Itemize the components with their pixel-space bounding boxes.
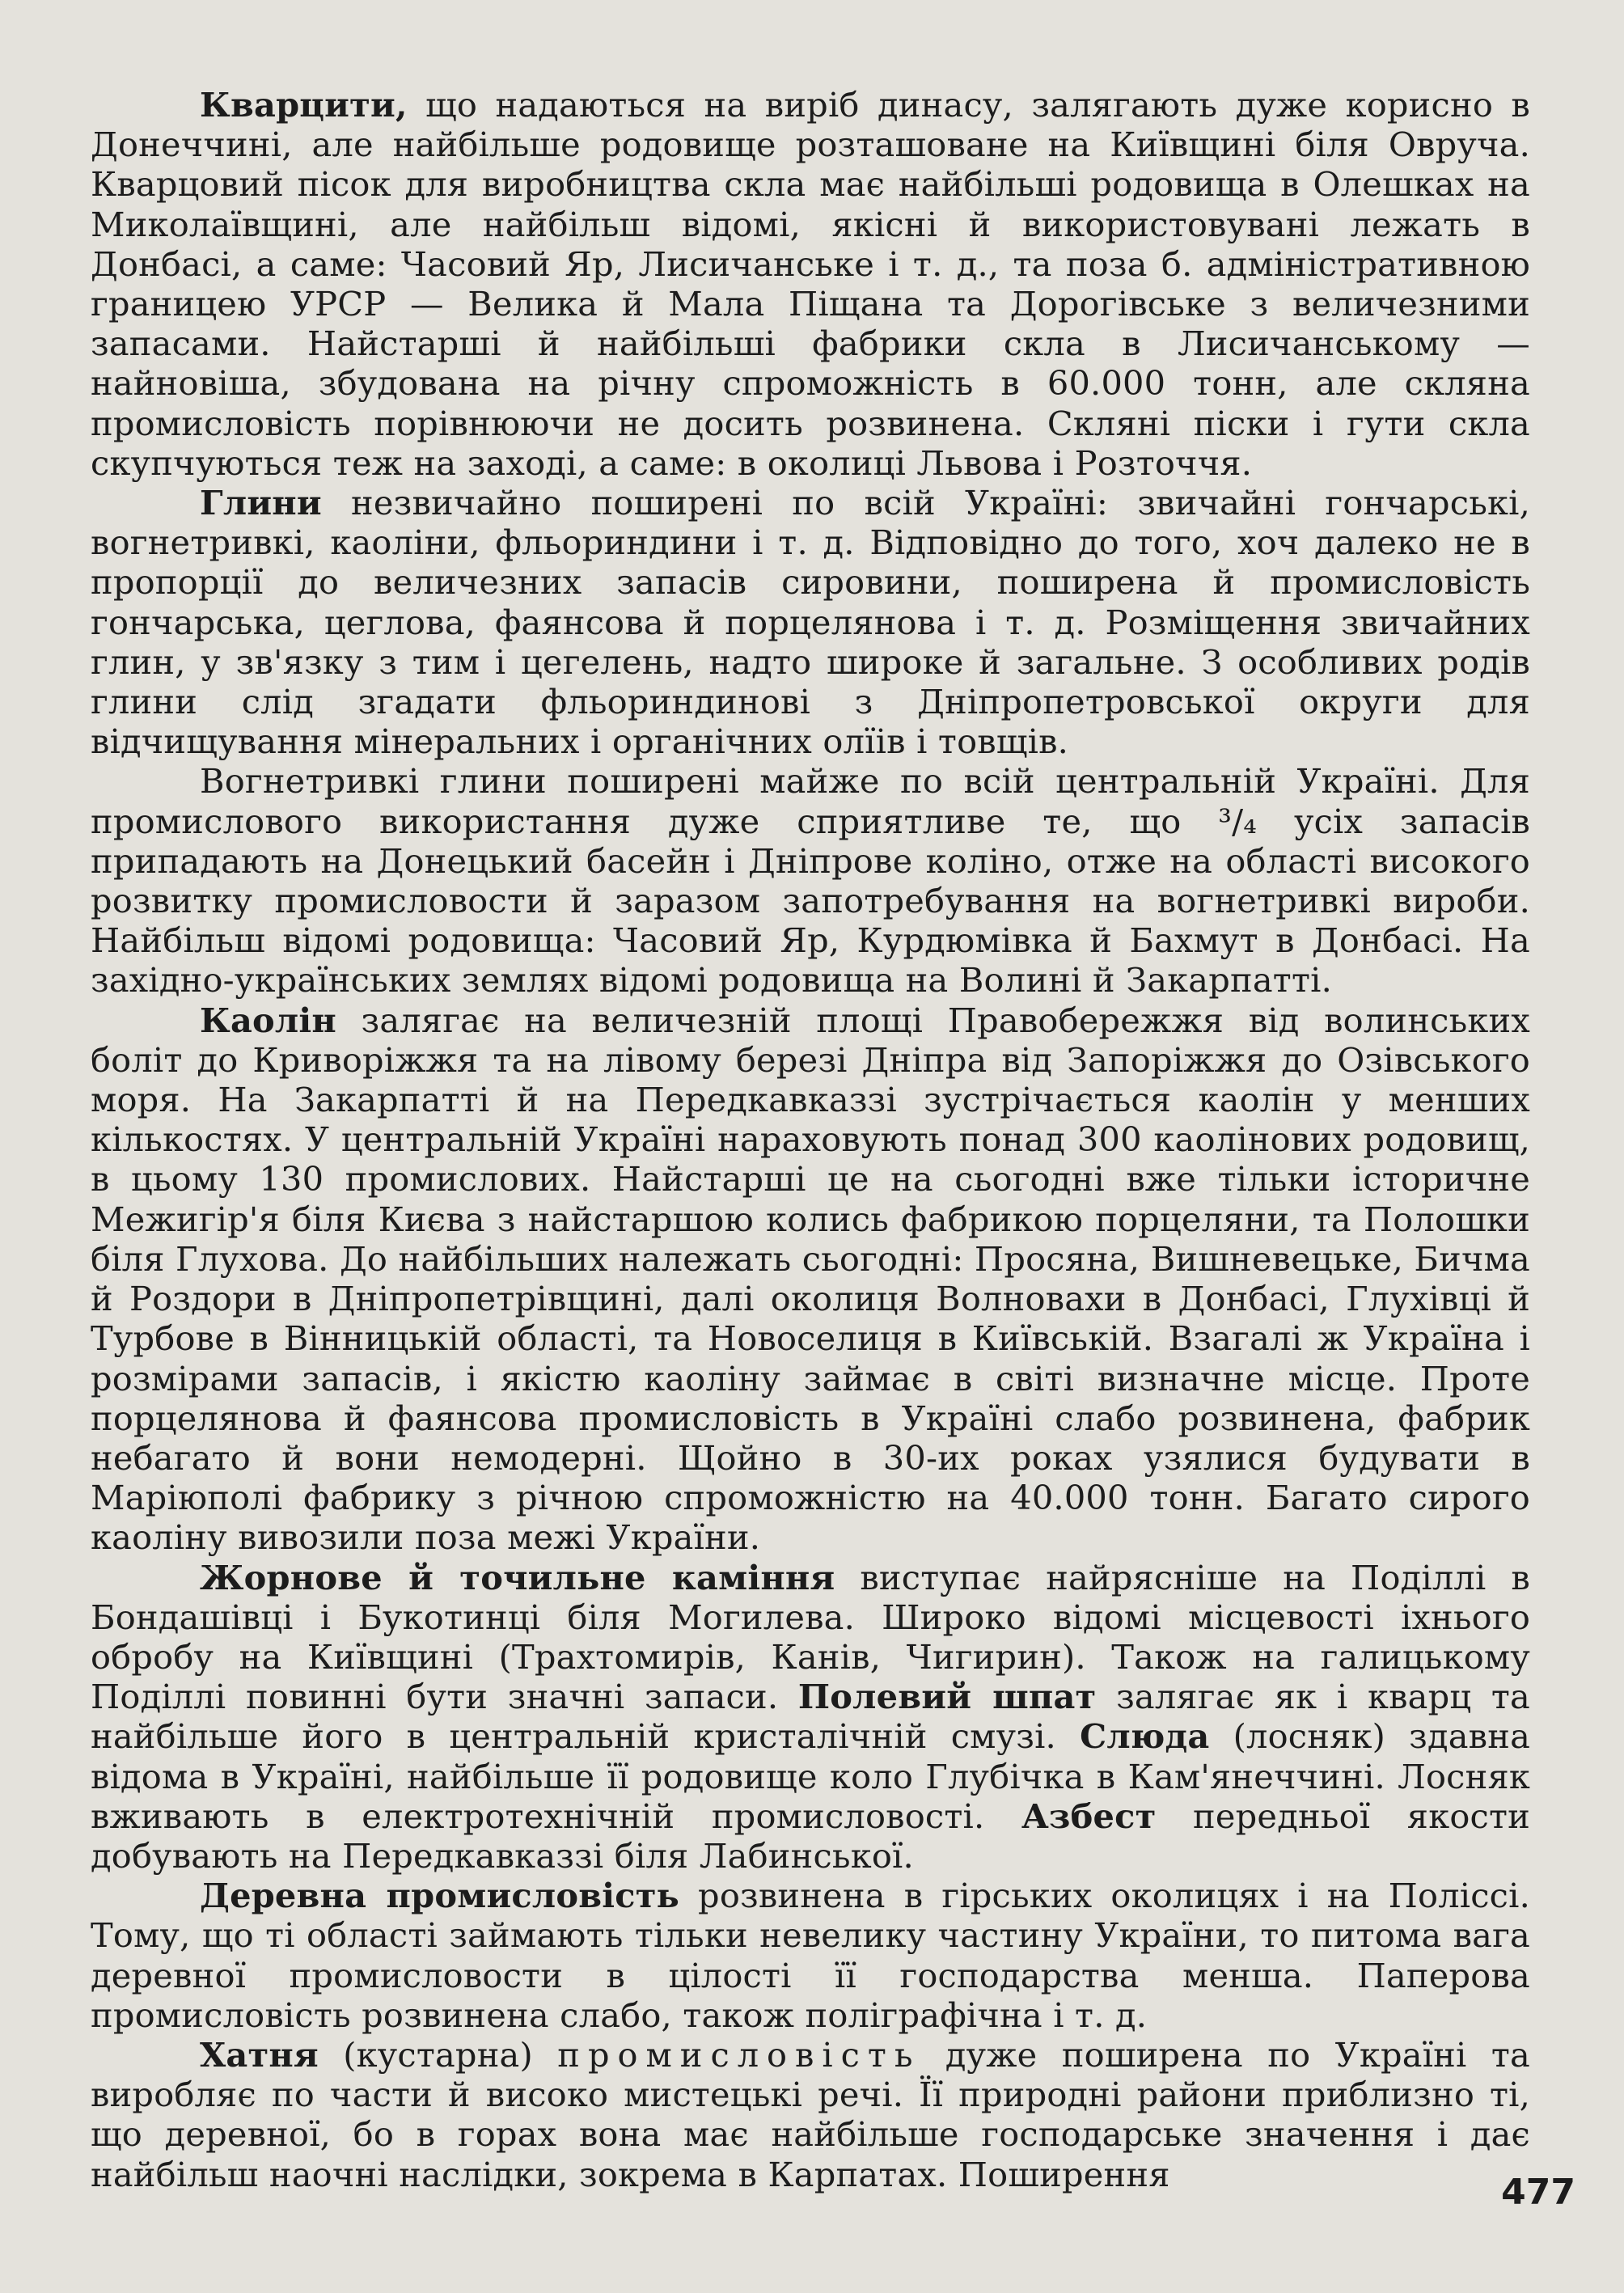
paragraph-cottage-industry: [91, 2035, 1530, 2194]
term-wood-industry: Деревна промисловість: [200, 1876, 679, 1916]
paragraph-quartzites: [91, 85, 1530, 483]
paragraph-text: залягає на величезній площі Правобережжя від волинських боліт до Криворіжжя та на лівому березі Дніпра від Запоріжжя до Озівського моря. На Закарпатті й на Передкавказзі зустрічається каолін у менших кількостях. У центральній Україні нараховують понад 300 каолінових родовищ, в цьому 130 промислових. Найстарші це на сьогодні вже тільки історичне Межигір'я біля Києва з найстаршою колись фабрикою порцеляни, та Полошки біля Глухова. До найбільших належать сьогодні: Просяна, Вишневецьке, Бичма й Роздори в Дніпропетрівщині, далі околиця Волновахи в Донбасі, Глухівці й Турбове в Вінницькій області, та Новоселиця в Київській. Взагалі ж Україна і розмірами запасів, і якістю каоліну займає в світі визначне місце. Проте порцелянова й фаянсова промисловість в Україні слабо розвинена, фабрик небагато й вони немодерні. Щойно в 30-их роках узялися будувати в Маріюполі фабрику з річною спроможністю на 40.000 тонн. Багато сирого каоліну вивозили поза межі України.: [91, 1000, 1530, 1558]
paragraph-text: (лосняк) здавна відома в Україні, найбільше її родовище коло Глубічка в Кам'янеччині. Лосняк вживають в електротехнічній промисловості.: [91, 1716, 1531, 1836]
paragraph-refractory-clays: [91, 761, 1530, 1000]
text-body: [91, 85, 1530, 2194]
paragraph-text: що надаються на виріб динасу, залягають дуже корисно в Донеччині, але найбільше родовище розташоване на Київщині біля Овруча. Кварцовий пісок для виробництва скла має найбільші родовища в Олешках на Миколаївщині, але найбільш відомі, якісні й використовувані лежать в Донбасі, а саме: Часовий Яр, Лисичанське і т. д., та поза б. адміністративною границею УРСР — Велика й Мала Піщана та Дорогівське з величезними запасами. Найстарші й найбільші фабрики скла в Лисичанському — найновіша, збудована на річну спроможність в 60.000 тонн, але скляна промисловість порівнюючи не досить розвинена. Скляні піски і гути скла скупчуються теж на заході, а саме: в околиці Львова і Розточчя.: [91, 85, 1530, 483]
term-millstones: Жорнове й точильне каміння: [200, 1557, 835, 1597]
paragraph-text: розвинена в гірських околицях і на Поліссі. Тому, що ті області займають тільки невелику частину України, то питома вага деревної промисловости в цілості її господарства менша. Паперова промисловість розвинена слабо, також поліграфічна і т. д.: [91, 1876, 1530, 2035]
paragraph-text: дуже поширена по Україні та виробляє по части й високо мистецькі речі. Її природні райони приблизно ті, що деревної, бо в горах вона має найбільше господарське значення і дає найбільш наочні наслідки, зокрема в Карпатах. Поширення: [91, 2034, 1530, 2194]
page: [91, 85, 1530, 2269]
paragraph-text: залягає як і кварц та найбільше його в центральній кристалічній смузі.: [91, 1677, 1530, 1757]
term-feldspar: Полевий шпат: [797, 1677, 1097, 1717]
term-cottage-industry: Хатня: [200, 2034, 319, 2075]
term-asbestos: Азбест: [1021, 1796, 1157, 1836]
paragraph-clays: [91, 483, 1530, 761]
paragraph-wood-industry: [91, 1876, 1530, 2035]
spaced-word: промисловість: [557, 2034, 921, 2075]
paragraph-text: (кустарна): [318, 2034, 558, 2075]
paragraph-text: передньої якости добувають на Передкавказзі біля Лабинської.: [91, 1796, 1530, 1876]
page-number: 477: [1501, 2172, 1575, 2213]
term-quartzites: Кварцити,: [200, 85, 408, 125]
paragraph-text: незвичайно поширені по всій Україні: звичайні гончарські, вогнетривкі, каоліни, фльориндини і т. д. Відповідно до того, хоч далеко не в пропорції до величезних запасів сировини, поширена й промисловість гончарська, цеглова, фаянсова й порцелянова і т. д. Розміщення звичайних глин, у зв'язку з тим і цегелень, надто широке й загальне. З особливих родів глини слід згадати фльориндинові з Дніпропетровської округи для відчищування мінеральних і органічних олїів і товщів.: [91, 483, 1530, 762]
term-mica: Слюда: [1080, 1716, 1210, 1757]
paragraph-text: Вогнетривкі глини поширені майже по всій центральній Україні. Для промислового використання дуже сприятливе те, що ³/₄ усіх запасів припадають на Донецький басейн і Дніпрове коліно, отже на області високого розвитку промисловости й заразом запотребування на вогнетривкі вироби. Найбільш відомі родовища: Часовий Яр, Курдюмівка й Бахмут в Донбасі. На західно-українських землях відомі родовища на Волині й Закарпатті.: [91, 761, 1530, 1001]
paragraph-text: виступає найрясніше на Поділлі в Бондашівці і Букотинці біля Могилева. Широко відомі місцевості іхнього обробу на Київщині (Трахтомирів, Канів, Чигирин). Також на галицькому Поділлі повинні бути значні запаси.: [91, 1557, 1530, 1717]
term-kaolin: Каолін: [200, 1000, 336, 1040]
term-clays: Глини: [200, 483, 322, 523]
paragraph-kaolin: [91, 1001, 1530, 1558]
paragraph-millstones: [91, 1558, 1530, 1876]
